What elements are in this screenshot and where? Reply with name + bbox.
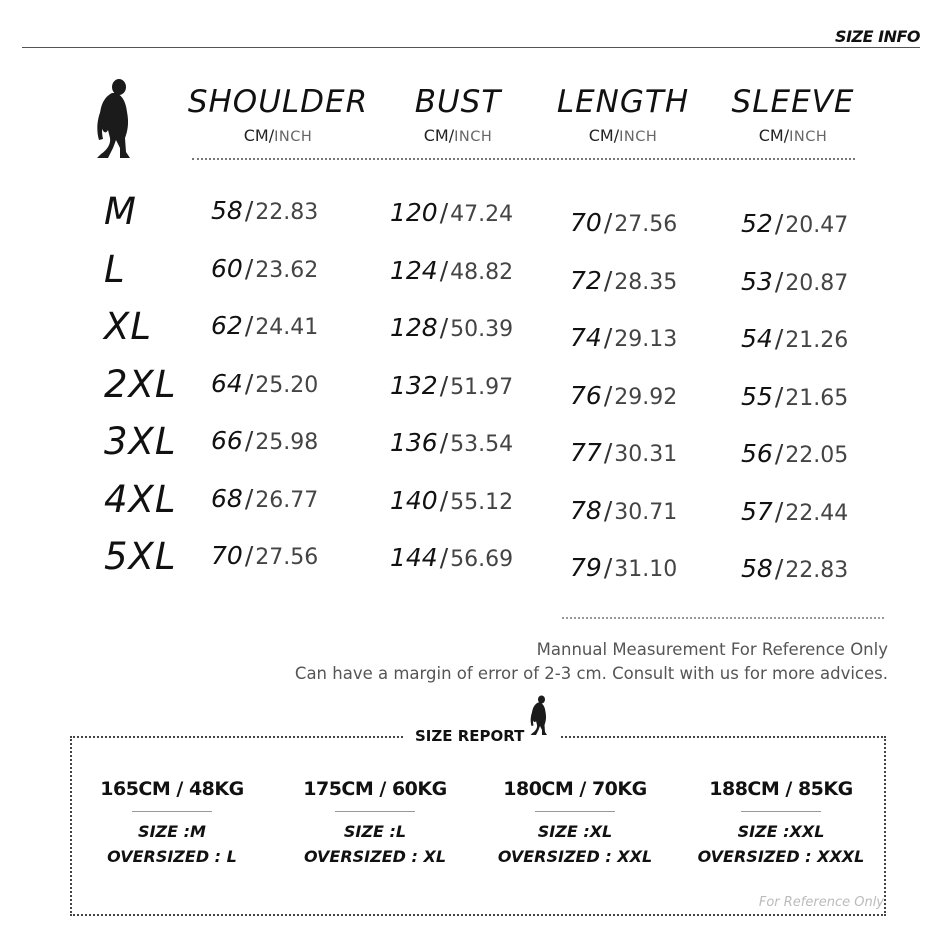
value-cm: 72	[570, 265, 602, 295]
unit-cm: CM	[588, 126, 614, 145]
measurement-cell	[570, 208, 677, 237]
value-separator: /	[774, 554, 784, 583]
size-label-m: M	[104, 190, 137, 233]
value-separator: /	[244, 368, 254, 398]
measurement-cell	[211, 426, 318, 455]
value-cm: 58	[211, 196, 243, 225]
unit-inch: INCH	[619, 129, 658, 145]
value-inch: 22.05	[785, 443, 849, 468]
recommended-size: SIZE :M	[138, 822, 206, 841]
measurement-cell	[211, 369, 318, 398]
size-label-3xl: 3XL	[104, 420, 177, 463]
unit-separator: /	[783, 126, 790, 145]
value-separator: /	[439, 370, 449, 400]
page-title: SIZE INFO	[835, 27, 920, 46]
value-separator: /	[603, 438, 613, 467]
value-cm: 57	[741, 496, 773, 526]
body-measurement: 175CM / 60KG	[303, 778, 447, 800]
note-line-1: Mannual Measurement For Reference Only	[536, 640, 888, 659]
value-inch: 51.97	[450, 374, 514, 400]
value-cm: 78	[570, 495, 602, 525]
value-cm: 76	[570, 380, 602, 410]
column-unit-shoulder	[178, 126, 378, 145]
measurement-cell	[390, 543, 513, 572]
measurement-cell	[570, 323, 677, 352]
value-cm: 132	[390, 370, 438, 400]
value-separator: /	[244, 541, 254, 570]
value-inch: 23.62	[255, 257, 319, 283]
measurement-cell	[211, 541, 318, 570]
value-cm: 66	[211, 426, 243, 455]
value-inch: 26.77	[255, 487, 319, 513]
unit-separator: /	[448, 126, 455, 145]
value-separator: /	[439, 485, 449, 515]
value-inch: 29.92	[614, 384, 678, 410]
value-separator: /	[603, 323, 613, 352]
value-inch: 28.35	[614, 269, 678, 295]
body-measurement: 180CM / 70KG	[503, 778, 647, 800]
value-inch: 56.69	[450, 547, 514, 572]
unit-cm: CM	[423, 126, 449, 145]
value-cm: 120	[390, 198, 438, 227]
measurement-cell	[741, 497, 848, 526]
column-unit-sleeve	[693, 126, 893, 145]
column-header-bust: BUST	[414, 84, 502, 120]
value-cm: 62	[211, 311, 243, 340]
entry-divider	[535, 811, 615, 812]
entry-divider	[132, 811, 212, 812]
measurement-cell	[570, 266, 677, 295]
unit-inch: INCH	[454, 129, 493, 145]
value-inch: 20.47	[785, 213, 849, 238]
recommended-size: SIZE :XXL	[737, 822, 825, 841]
value-separator: /	[244, 426, 254, 455]
column-header-sleeve: SLEEVE	[731, 84, 855, 120]
value-separator: /	[774, 381, 784, 411]
value-cm: 52	[741, 209, 773, 238]
value-cm: 53	[741, 266, 773, 296]
value-cm: 144	[390, 543, 438, 572]
value-inch: 22.44	[785, 500, 849, 526]
measurement-cell	[390, 313, 513, 342]
value-cm: 56	[741, 439, 773, 468]
measurement-cell	[570, 438, 677, 467]
measurement-cell	[390, 428, 513, 457]
measurement-cell	[211, 196, 318, 225]
value-cm: 70	[570, 208, 602, 237]
measurement-cell	[741, 267, 848, 296]
column-header-shoulder: SHOULDER	[187, 84, 369, 120]
value-separator: /	[774, 266, 784, 296]
value-inch: 22.83	[785, 558, 849, 583]
size-report-entry	[280, 778, 470, 866]
measurement-cell	[390, 371, 513, 400]
value-separator: /	[244, 253, 254, 283]
measurement-cell	[570, 553, 677, 582]
measurement-cell	[390, 486, 513, 515]
value-inch: 30.71	[614, 499, 678, 525]
value-inch: 55.12	[450, 489, 514, 515]
value-cm: 68	[211, 483, 243, 513]
measurement-cell	[570, 381, 677, 410]
value-cm: 60	[211, 253, 243, 283]
value-separator: /	[774, 496, 784, 526]
entry-divider	[335, 811, 415, 812]
oversized-size: OVERSIZED : XXL	[497, 847, 653, 866]
value-inch: 29.13	[614, 327, 678, 352]
unit-cm: CM	[243, 126, 269, 145]
value-inch: 25.98	[255, 430, 319, 455]
value-inch: 31.10	[614, 557, 678, 582]
unit-inch: INCH	[789, 129, 828, 145]
value-inch: 27.56	[614, 212, 678, 237]
value-cm: 77	[570, 438, 602, 467]
value-inch: 47.24	[450, 202, 514, 227]
value-cm: 64	[211, 368, 243, 398]
value-inch: 25.20	[255, 372, 319, 398]
measurement-cell	[741, 439, 848, 468]
size-report-entry	[686, 778, 876, 866]
measurement-cell	[390, 256, 513, 285]
value-inch: 21.26	[785, 328, 849, 353]
value-cm: 140	[390, 485, 438, 515]
reference-footnote: For Reference Only	[758, 895, 884, 910]
value-separator: /	[774, 324, 784, 353]
size-label-xl: XL	[104, 305, 152, 348]
value-separator: /	[603, 495, 613, 525]
value-separator: /	[603, 265, 613, 295]
measurement-cell	[211, 484, 318, 513]
value-cm: 136	[390, 428, 438, 457]
oversized-size: OVERSIZED : XXXL	[697, 847, 865, 866]
unit-separator: /	[268, 126, 275, 145]
measurement-cell	[390, 198, 513, 227]
value-separator: /	[439, 313, 449, 342]
value-cm: 58	[741, 554, 773, 583]
value-cm: 79	[570, 553, 602, 582]
measurement-cell	[211, 254, 318, 283]
size-label-4xl: 4XL	[104, 477, 177, 521]
value-cm: 128	[390, 313, 438, 342]
size-report-entry	[77, 778, 267, 866]
value-cm: 124	[390, 255, 438, 285]
oversized-size: OVERSIZED : XL	[303, 847, 447, 866]
recommended-size: SIZE :L	[343, 822, 407, 841]
value-inch: 21.65	[785, 385, 849, 411]
entry-divider	[741, 811, 821, 812]
body-measurement: 165CM / 48KG	[100, 778, 244, 800]
value-inch: 20.87	[785, 270, 849, 296]
measurement-cell	[741, 324, 848, 353]
value-inch: 50.39	[450, 317, 514, 342]
unit-cm: CM	[758, 126, 784, 145]
value-inch: 53.54	[450, 432, 514, 457]
ape-figure-small-icon	[528, 694, 552, 738]
value-cm: 54	[741, 324, 773, 353]
unit-inch: INCH	[274, 129, 313, 145]
size-label-l: L	[104, 247, 126, 291]
value-separator: /	[244, 196, 254, 225]
unit-separator: /	[613, 126, 620, 145]
value-separator: /	[244, 483, 254, 513]
value-separator: /	[774, 209, 784, 238]
ape-figure-icon	[92, 78, 140, 162]
value-separator: /	[244, 311, 254, 340]
size-label-5xl: 5XL	[104, 535, 177, 578]
note-line-2: Can have a margin of error of 2-3 cm. Consult with us for more advices.	[294, 664, 888, 683]
measurement-cell	[741, 382, 848, 411]
header-divider	[22, 47, 920, 48]
measurement-cell	[570, 496, 677, 525]
measurement-cell	[741, 209, 848, 238]
value-separator: /	[439, 428, 449, 457]
value-separator: /	[439, 255, 449, 285]
notes-dotted-divider	[562, 617, 884, 619]
value-cm: 55	[741, 381, 773, 411]
value-separator: /	[439, 198, 449, 227]
value-separator: /	[774, 439, 784, 468]
column-header-length: LENGTH	[556, 84, 690, 120]
value-separator: /	[603, 208, 613, 237]
value-separator: /	[603, 553, 613, 582]
oversized-size: OVERSIZED : L	[107, 847, 237, 866]
value-cm: 74	[570, 323, 602, 352]
value-inch: 24.41	[255, 315, 319, 340]
size-report-title: SIZE REPORT	[415, 727, 525, 745]
size-label-2xl: 2XL	[104, 362, 177, 406]
value-inch: 30.31	[614, 442, 678, 467]
header-dotted-divider	[192, 158, 855, 160]
size-report-entry	[480, 778, 670, 866]
value-separator: /	[439, 543, 449, 572]
value-inch: 48.82	[450, 259, 514, 285]
body-measurement: 188CM / 85KG	[709, 778, 853, 800]
value-inch: 22.83	[255, 200, 319, 225]
value-separator: /	[603, 380, 613, 410]
measurement-cell	[211, 311, 318, 340]
value-cm: 70	[211, 541, 243, 570]
measurement-cell	[741, 554, 848, 583]
recommended-size: SIZE :XL	[537, 822, 613, 841]
value-inch: 27.56	[255, 545, 319, 570]
